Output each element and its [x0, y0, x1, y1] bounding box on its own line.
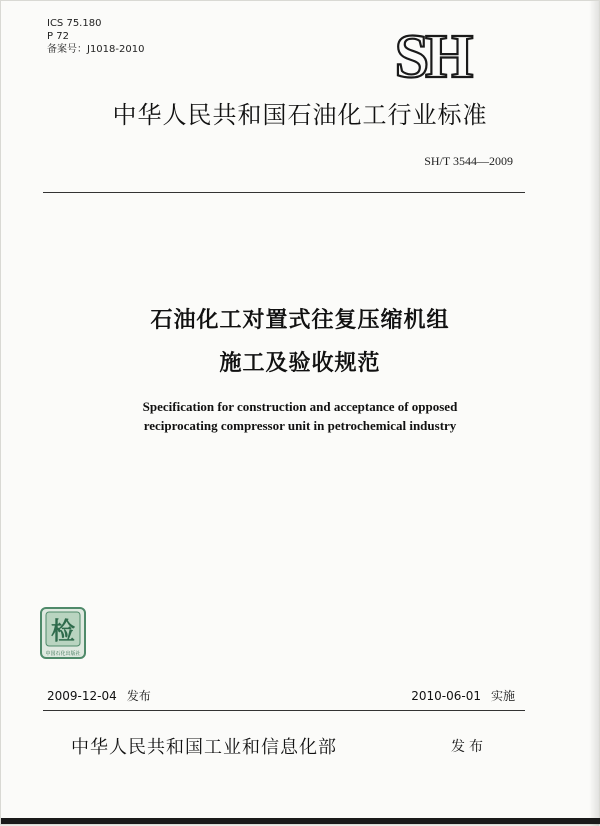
- standard-number: SH/T 3544—2009: [424, 154, 513, 168]
- record-number: 备案号：J1018-2010: [47, 44, 145, 55]
- issue-date: 2009-12-04: [47, 689, 117, 703]
- publish-label: 发布: [451, 739, 487, 755]
- ccs-code: P 72: [47, 31, 69, 42]
- scan-bottom-edge: [1, 818, 600, 824]
- document-title-cn-line1: 石油化工对置式往复压缩机组: [150, 308, 450, 333]
- implement-label: 实施: [490, 689, 515, 703]
- standard-category-title: 中华人民共和国石油化工行业标准: [112, 101, 488, 129]
- issue-label: 发布: [126, 689, 151, 703]
- seal-caption: 中国石化出版社: [45, 651, 81, 657]
- document-title-en-line2: reciprocating compressor unit in petrochemical industry: [143, 418, 457, 433]
- footer-divider: [43, 710, 525, 711]
- sh-logo-icon: [373, 27, 491, 83]
- document-title-en-line1: Specification for construction and acceptance of opposed: [142, 399, 458, 414]
- document-title-cn-line2: 施工及验收规范: [219, 351, 381, 376]
- implement-date: 2010-06-01: [411, 689, 481, 703]
- seal-glyph: 检: [51, 617, 75, 645]
- ics-code: ICS 75.180: [47, 18, 102, 29]
- document-title-en: [1, 397, 599, 435]
- header-divider: [43, 192, 525, 193]
- classification-block: [47, 17, 144, 56]
- logo-text: SH: [394, 27, 470, 83]
- scan-edge-shadow: [589, 1, 599, 826]
- publisher-name: 中华人民共和国工业和信息化部: [71, 737, 337, 758]
- inspection-seal-icon: [39, 606, 87, 660]
- issue-date-block: [47, 687, 151, 704]
- implement-date-block: [411, 687, 515, 704]
